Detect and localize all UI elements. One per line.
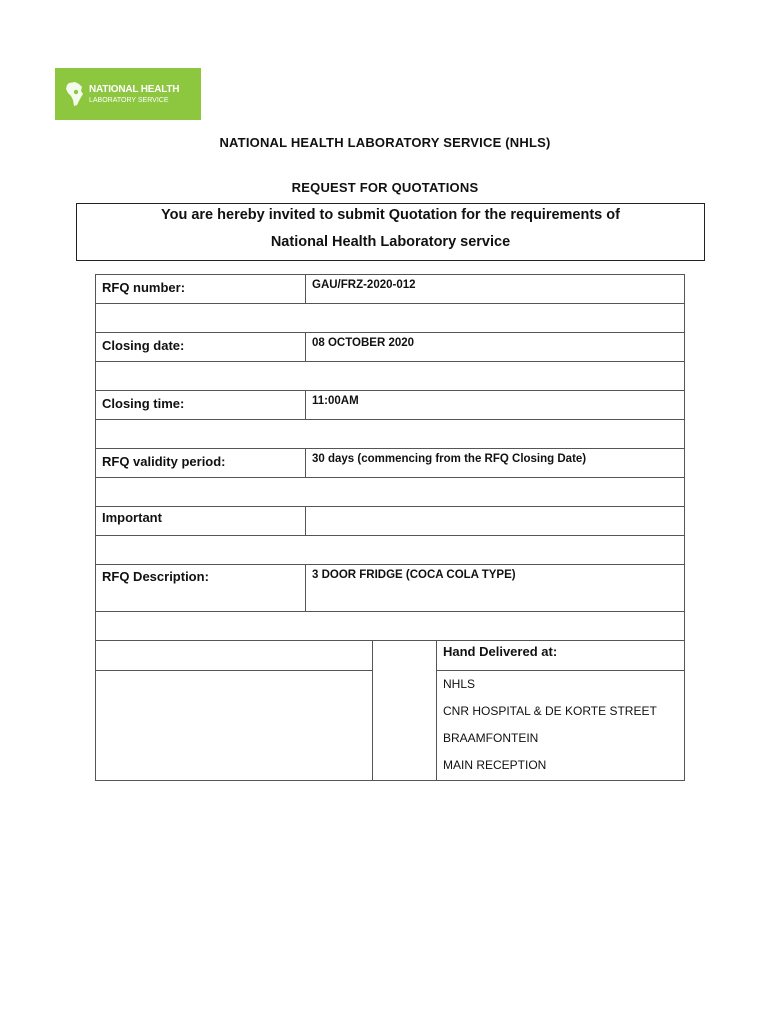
table-row bbox=[95, 448, 685, 477]
logo-line1: NATIONAL HEALTH bbox=[89, 83, 180, 95]
divider bbox=[437, 670, 684, 671]
empty-cell-left bbox=[96, 641, 373, 780]
address-line: CNR HOSPITAL & DE KORTE STREET bbox=[443, 704, 657, 718]
organization-heading: NATIONAL HEALTH LABORATORY SERVICE (NHLS) bbox=[219, 135, 551, 150]
validity-period-value: 30 days (commencing from the RFQ Closing Date) bbox=[312, 453, 587, 465]
delivery-heading: Hand Delivered at: bbox=[443, 644, 558, 659]
table-row bbox=[95, 506, 685, 535]
table-row bbox=[95, 390, 685, 419]
closing-date-value: 08 OCTOBER 2020 bbox=[312, 337, 415, 349]
nhls-logo bbox=[55, 68, 201, 120]
invitation-line2: National Health Laboratory service bbox=[270, 234, 511, 250]
table-row bbox=[95, 332, 685, 361]
validity-period-label: RFQ validity period: bbox=[96, 449, 306, 477]
document-title: REQUEST FOR QUOTATIONS bbox=[291, 180, 479, 195]
spacer-row bbox=[95, 535, 685, 564]
closing-time-value: 11:00AM bbox=[312, 395, 359, 407]
rfq-description-label: RFQ Description: bbox=[96, 565, 306, 611]
divider bbox=[96, 670, 372, 671]
logo-line2: LABORATORY SERVICE bbox=[89, 96, 169, 104]
spacer-row bbox=[95, 611, 685, 641]
spacer-row bbox=[95, 303, 685, 332]
address-line: NHLS bbox=[443, 677, 476, 691]
spacer-row bbox=[95, 477, 685, 506]
important-value bbox=[306, 507, 684, 535]
address-line: MAIN RECEPTION bbox=[443, 758, 547, 772]
closing-time-label: Closing time: bbox=[96, 391, 306, 419]
rfq-number-label: RFQ number: bbox=[96, 275, 306, 303]
invitation-line1: You are hereby invited to submit Quotation for the requirements of bbox=[161, 207, 620, 223]
africa-map-icon bbox=[65, 81, 85, 107]
table-row bbox=[95, 274, 685, 303]
closing-date-label: Closing date: bbox=[96, 333, 306, 361]
spacer-row bbox=[95, 361, 685, 390]
spacer-row bbox=[95, 419, 685, 448]
rfq-description-value: 3 DOOR FRIDGE (COCA COLA TYPE) bbox=[312, 569, 516, 581]
table-row bbox=[95, 564, 685, 611]
important-label: Important bbox=[96, 507, 306, 535]
invitation-box bbox=[76, 203, 705, 261]
delivery-address-cell bbox=[437, 641, 684, 780]
empty-cell-middle bbox=[373, 641, 437, 780]
rfq-number-value: GAU/FRZ-2020-012 bbox=[312, 279, 416, 291]
rfq-details-table bbox=[95, 274, 685, 641]
address-line: BRAAMFONTEIN bbox=[443, 731, 539, 745]
delivery-table bbox=[95, 640, 685, 781]
